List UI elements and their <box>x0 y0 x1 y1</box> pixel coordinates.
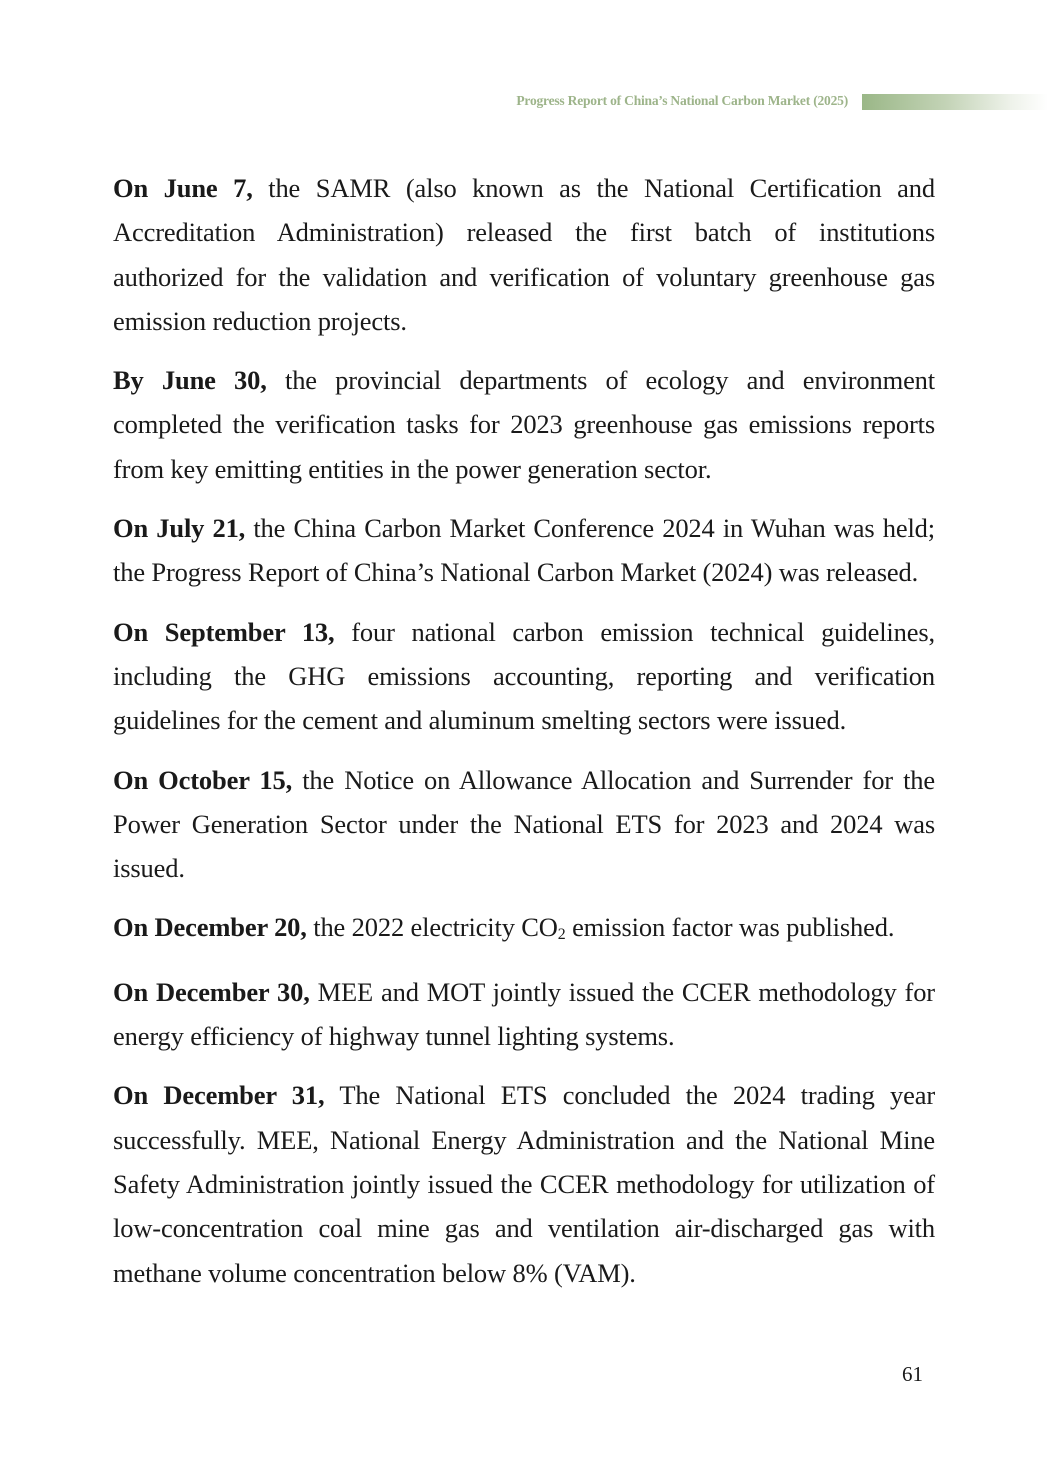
entry-text: the SAMR (also known as the National Certification and Accreditation Administration) released the first batch of institutions authorized for the validation and verification of voluntary greenhouse gas emission reduction projects. <box>113 173 935 336</box>
entry-date: On December 30, <box>113 976 310 1007</box>
entry-date: On October 15, <box>113 764 293 795</box>
page-number: 61 <box>902 1362 923 1386</box>
entry-date: On September 13, <box>113 616 335 647</box>
timeline-entry-december-31 <box>113 1073 935 1294</box>
running-header-title: Progress Report of China’s National Carbon Market (2025) <box>516 93 848 108</box>
timeline-entry-june-30 <box>113 358 935 491</box>
timeline-content <box>113 166 935 1310</box>
entry-text-continued: emission factor was published. <box>565 912 895 943</box>
timeline-entry-october-15 <box>113 758 935 891</box>
timeline-entry-december-20 <box>113 905 935 954</box>
header-gradient-bar <box>862 94 1048 110</box>
timeline-entry-july-21 <box>113 506 935 595</box>
entry-text: the 2022 electricity CO <box>306 912 558 943</box>
entry-date: On December 20, <box>113 912 307 943</box>
entry-text: The National ETS concluded the 2024 trading year successfully. MEE, National Energy Administration and the National Mine Safety Administration jointly issued the CCER methodology for utilization of low-concentration coal mine gas and ventilation air-discharged gas with methane volume concentration below 8% (VAM). <box>113 1080 936 1288</box>
co2-subscript: 2 <box>557 925 566 943</box>
timeline-entry-december-30 <box>113 970 935 1059</box>
entry-date: On December 31, <box>113 1080 325 1111</box>
timeline-entry-june-7 <box>113 166 935 343</box>
entry-text: the China Carbon Market Conference 2024 in Wuhan was held; the Progress Report of China’s National Carbon Market (2024) was released. <box>113 513 935 588</box>
entry-text: the provincial departments of ecology and environment completed the verification tasks for 2023 greenhouse gas emissions reports from key emitting entities in the power generation sector. <box>113 365 935 484</box>
entry-text: four national carbon emission technical guidelines, including the GHG emissions accounting, reporting and verification guidelines for the cement and aluminum smelting sectors were issued. <box>113 616 935 736</box>
entry-text: the Notice on Allowance Allocation and Surrender for the Power Generation Sector under the National ETS for 2023 and 2024 was issued. <box>113 764 936 884</box>
entry-text: MEE and MOT jointly issued the CCER methodology for energy efficiency of highway tunnel lighting systems. <box>113 976 935 1052</box>
running-header <box>0 92 1048 112</box>
entry-date: On July 21, <box>113 513 246 544</box>
entry-date: On June 7, <box>113 173 253 203</box>
timeline-entry-september-13 <box>113 610 935 743</box>
entry-date: By June 30, <box>113 365 267 396</box>
